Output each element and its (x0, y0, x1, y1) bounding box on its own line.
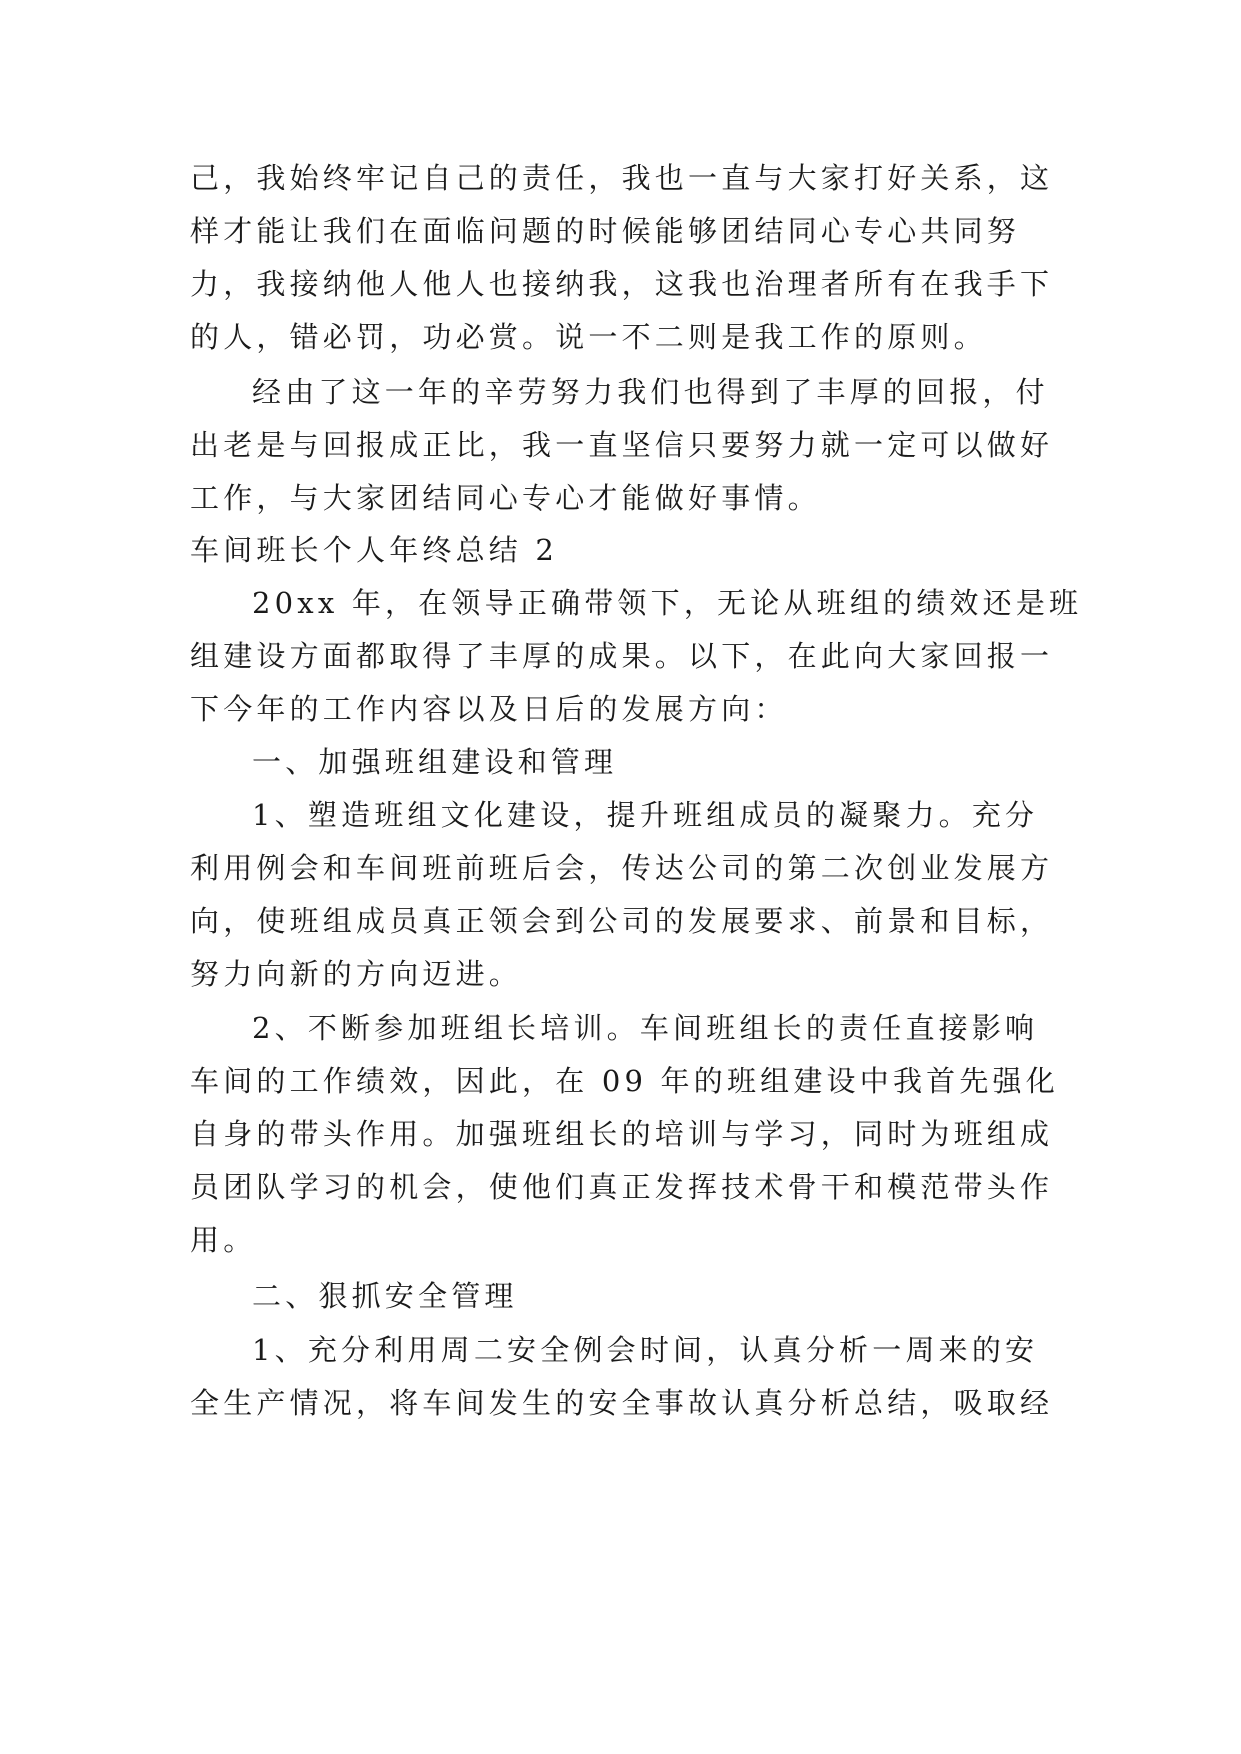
paragraph-line: 力，我接纳他人他人也接纳我，这我也治理者所有在我手下 (190, 267, 1054, 301)
paragraph-line: 1、充分利用周二安全例会时间，认真分析一周来的安 (252, 1333, 1039, 1367)
paragraph-line: 车间的工作绩效，因此，在 09 年的班组建设中我首先强化 (190, 1064, 1059, 1098)
section-title: 车间班长个人年终总结 2 (190, 533, 559, 567)
paragraph-line: 的人，错必罚，功必赏。说一不二则是我工作的原则。 (190, 320, 987, 354)
paragraph-line: 利用例会和车间班前班后会，传达公司的第二次创业发展方 (190, 851, 1054, 885)
paragraph-line: 努力向新的方向迈进。 (190, 957, 523, 991)
paragraph-line: 2、不断参加班组长培训。车间班组长的责任直接影响 (252, 1011, 1039, 1045)
paragraph-line: 向，使班组成员真正领会到公司的发展要求、前景和目标， (190, 904, 1054, 938)
paragraph-line: 用。 (190, 1223, 257, 1257)
paragraph-line: 20xx 年，在领导正确带领下，无论从班组的绩效还是班 (252, 586, 1083, 620)
paragraph-line: 工作，与大家团结同心专心才能做好事情。 (190, 481, 821, 515)
subsection-heading: 一、加强班组建设和管理 (252, 745, 618, 779)
paragraph-line: 自身的带头作用。加强班组长的培训与学习，同时为班组成 (190, 1117, 1054, 1151)
paragraph-line: 员团队学习的机会，使他们真正发挥技术骨干和模范带头作 (190, 1170, 1054, 1204)
paragraph-line: 组建设方面都取得了丰厚的成果。以下，在此向大家回报一 (190, 639, 1054, 673)
subsection-heading: 二、狠抓安全管理 (252, 1279, 518, 1313)
paragraph-line: 己，我始终牢记自己的责任，我也一直与大家打好关系，这 (190, 161, 1054, 195)
paragraph-line: 经由了这一年的辛劳努力我们也得到了丰厚的回报，付 (252, 375, 1049, 409)
paragraph-line: 全生产情况，将车间发生的安全事故认真分析总结，吸取经 (190, 1386, 1054, 1420)
paragraph-line: 1、塑造班组文化建设，提升班组成员的凝聚力。充分 (252, 798, 1039, 832)
paragraph-line: 出老是与回报成正比，我一直坚信只要努力就一定可以做好 (190, 428, 1054, 462)
paragraph-line: 下今年的工作内容以及日后的发展方向： (190, 692, 788, 726)
paragraph-line: 样才能让我们在面临问题的时候能够团结同心专心共同努 (190, 214, 1021, 248)
